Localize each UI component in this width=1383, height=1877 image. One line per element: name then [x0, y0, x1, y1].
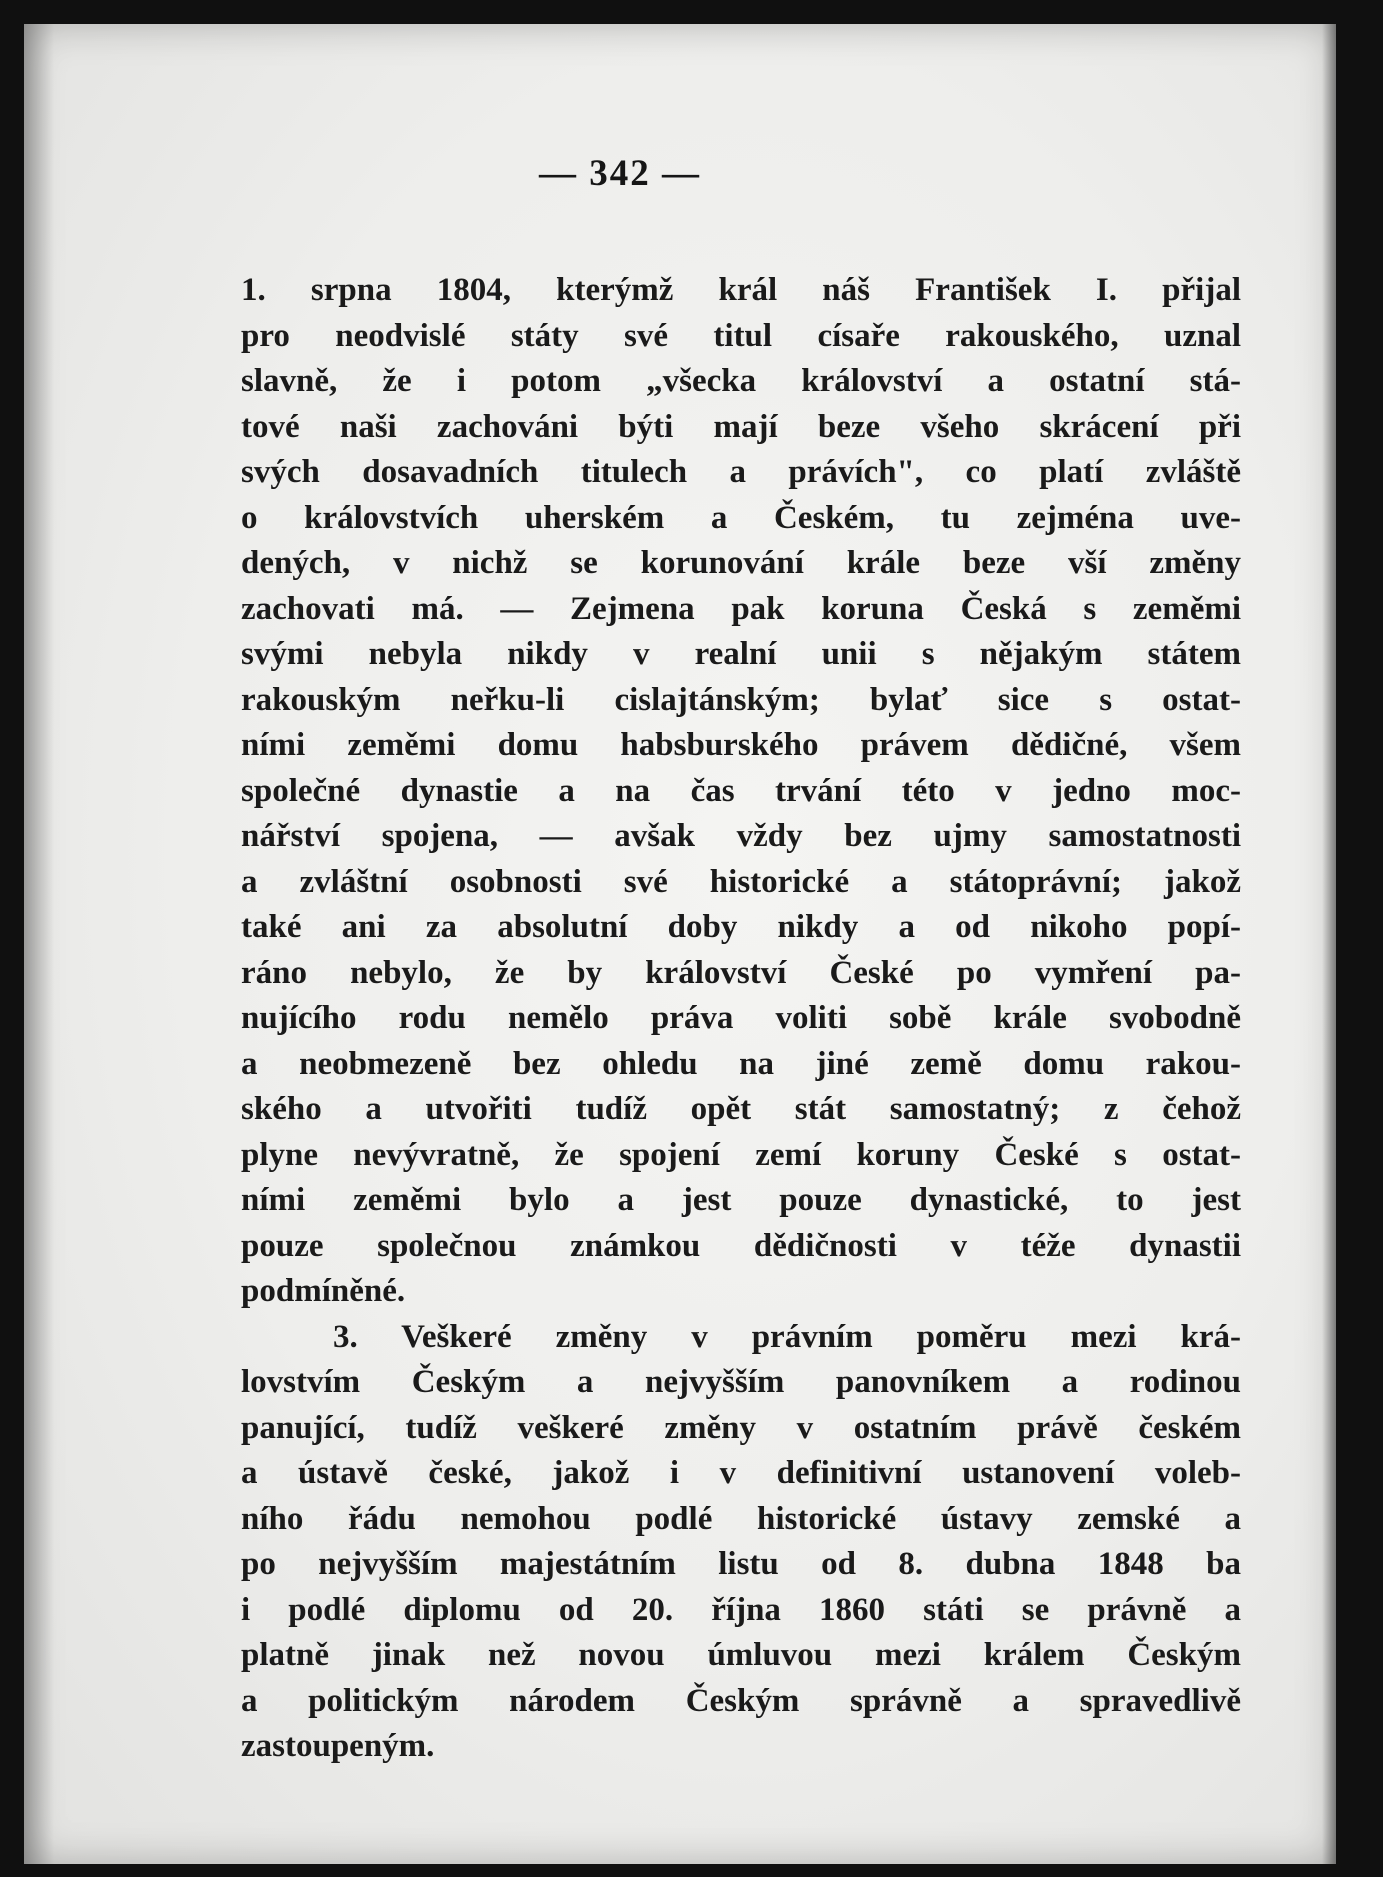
text-line: svými nebyla nikdy v realní unii s nějakým státem [241, 636, 1241, 672]
text-line: nujícího rodu nemělo práva voliti sobě krále svobodně [241, 1000, 1241, 1036]
text-line: lovstvím Českým a nejvyšším panovníkem a rodinou [241, 1364, 1241, 1400]
text-line: po nejvyšším majestátním listu od 8. dubna 1848 ba [241, 1546, 1241, 1582]
text-line: nářství spojena, — avšak vždy bez ujmy samostatnosti [241, 818, 1241, 854]
text-line: slavně, že i potom „všecka království a ostatní stá- [241, 363, 1241, 399]
text-line: platně jinak než novou úmluvou mezi králem Českým [241, 1637, 1241, 1673]
text-line: pro neodvislé státy své titul císaře rakouského, uznal [241, 317, 1241, 354]
text-line: a neobmezeně bez ohledu na jiné země domu rakou- [241, 1045, 1241, 1082]
text-line: zachovati má. — Zejmena pak koruna Česká s zeměmi [241, 590, 1241, 627]
text-line: také ani za absolutní doby nikdy a od nikoho popí- [241, 909, 1241, 945]
text-line: ráno nebylo, že by království České po vymření pa- [241, 954, 1241, 991]
text-line: o královstvích uherském a Českém, tu zejména uve- [241, 499, 1241, 536]
text-line: dených, v nichž se korunování krále beze vší změny [241, 545, 1241, 581]
text-line: ními zeměmi domu habsburského právem dědičné, všem [241, 727, 1241, 763]
text-line: rakouským neřku-li cislajtánským; bylať sice s ostat- [241, 681, 1241, 718]
text-line: společné dynastie a na čas trvání této v jedno moc- [241, 772, 1241, 809]
paragraph-end-line: podmíněné. [241, 1273, 406, 1309]
paragraph-start-line: 3. Veškeré změny v právním poměru mezi krá- [333, 1318, 1241, 1355]
text-line: i podlé diplomu od 20. října 1860 státi se právně a [241, 1591, 1241, 1628]
paragraph-end-line: zastoupeným. [241, 1728, 435, 1764]
body-text [241, 268, 1241, 1770]
text-line: pouze společnou známkou dědičnosti v téže dynastii [241, 1227, 1241, 1264]
text-line: a zvláštní osobnosti své historické a státoprávní; jakož [241, 863, 1241, 900]
text-line: a politickým národem Českým správně a spravedlivě [241, 1682, 1241, 1719]
page-number: — 342 — [539, 153, 701, 194]
text-line: plyne nevývratně, že spojení zemí koruny České s ostat- [241, 1136, 1241, 1173]
text-line: ského a utvořiti tudíž opět stát samostatný; z čehož [241, 1091, 1241, 1127]
text-line: 1. srpna 1804, kterýmž král náš František I. přijal [241, 272, 1241, 308]
text-line: tové naši zachováni býti mají beze všeho skrácení při [241, 408, 1241, 445]
text-line: ního řádu nemohou podlé historické ústavy zemské a [241, 1500, 1241, 1537]
text-line: a ústavě české, jakož i v definitivní ustanovení voleb- [241, 1455, 1241, 1491]
text-line: panující, tudíž veškeré změny v ostatním právě českém [241, 1409, 1241, 1446]
text-line: svých dosavadních titulech a právích", co platí zvláště [241, 454, 1241, 490]
text-line: ními zeměmi bylo a jest pouze dynastické, to jest [241, 1182, 1241, 1218]
